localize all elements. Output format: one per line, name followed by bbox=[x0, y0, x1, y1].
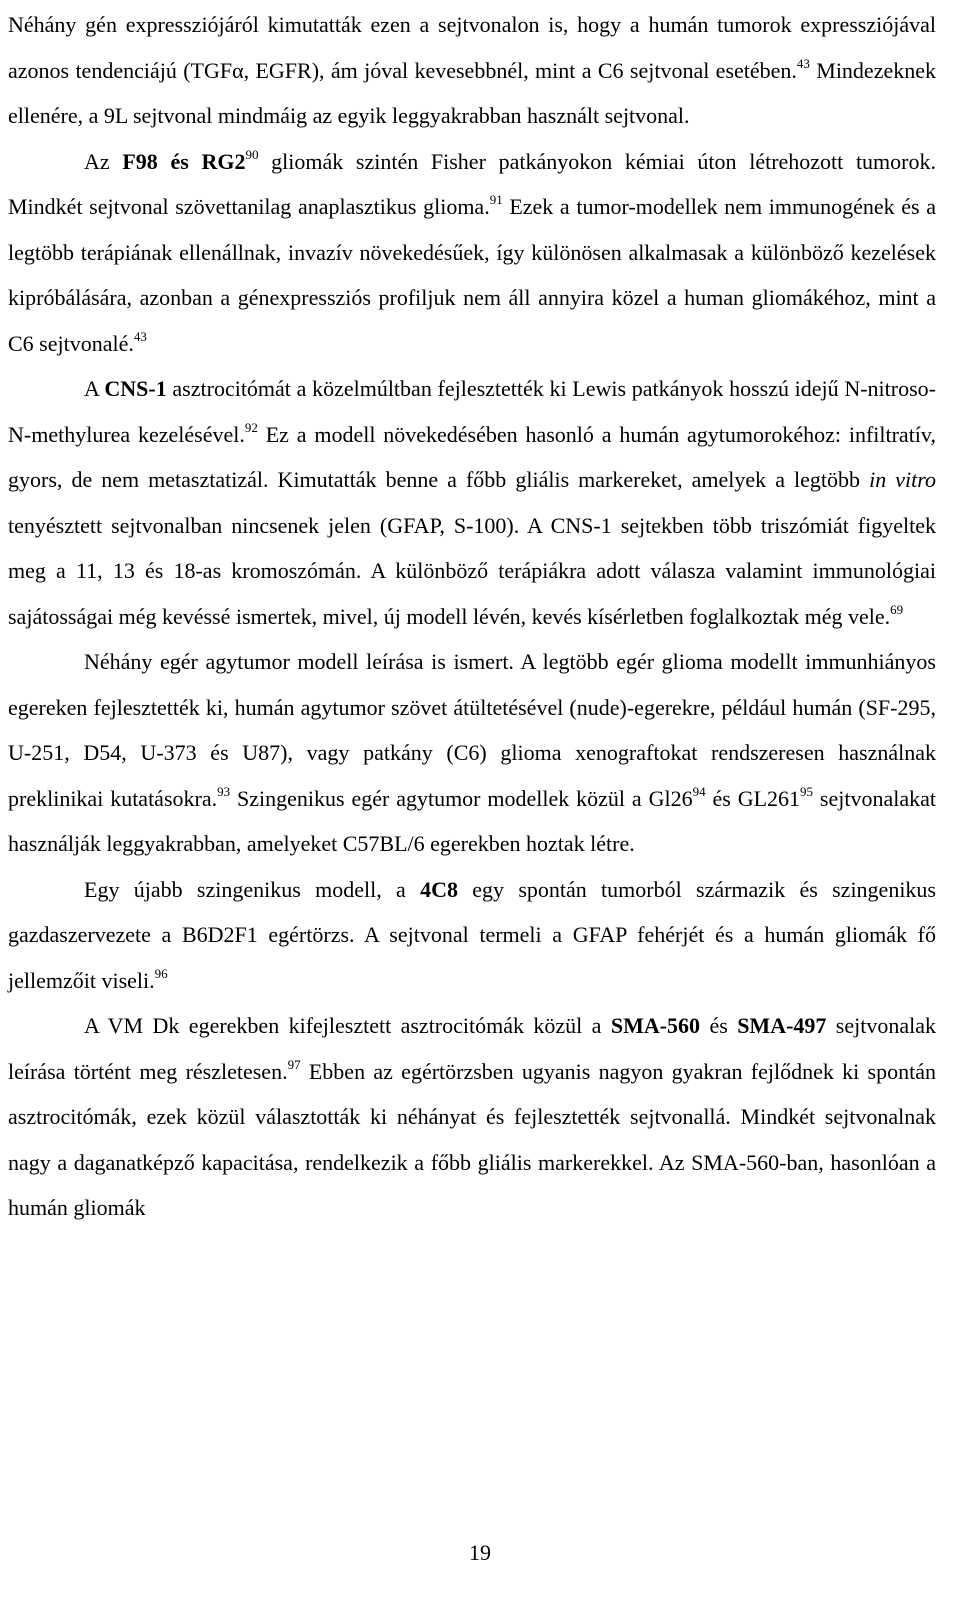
text-run: Mindezeknek ellenére, a 9L sejtvonal mindmáig az egyik leggyakrabban használt sejtvonal. bbox=[8, 57, 936, 128]
text-run: tenyésztett sejtvonalban nincsenek jelen (GFAP, S-100). A CNS-1 sejtekben több triszómiát figyeltek meg a 11, 13 és 18-as kromoszómán. A különböző terápiákra adott válasza valamint immunológiai sajátosságai még kevéssé ismertek, mivel, új modell lévén, kevés kísérletben foglalkoztak még vele. bbox=[8, 512, 936, 629]
text-run: Egy újabb szingenikus modell, a bbox=[84, 876, 421, 902]
footnote-ref: 96 bbox=[154, 965, 168, 981]
paragraph-p1 bbox=[8, 2, 936, 139]
text-run: egy spontán tumorból származik és szingenikus gazdaszervezete a B6D2F1 egértörzs. A sejtvonal termeli a GFAP fehérjét és a humán gliomák fő jellemzőit viseli. bbox=[8, 876, 936, 993]
text-run: Ezek a tumor-modellek nem immunogének és a legtöbb terápiának ellenállnak, invazív növekedésűek, így különösen alkalmasak a különböző kezelések kipróbálására, azonban a génexpressziós profiljuk nem áll annyira közel a human gliomákéhoz, mint a C6 sejtvonalé. bbox=[8, 194, 936, 356]
text-run: A bbox=[84, 376, 105, 401]
text-run: A VM Dk egerekben kifejlesztett asztrocitómák közül a bbox=[84, 1013, 611, 1038]
paragraph-p5 bbox=[8, 867, 936, 1004]
page-number: 19 bbox=[469, 1540, 491, 1565]
text-run: és bbox=[700, 1013, 738, 1038]
text-run: sejtvonalakat használják leggyakrabban, amelyeket C57BL/6 egerekben hoztak létre. bbox=[8, 785, 936, 856]
paragraph-p6 bbox=[8, 1003, 936, 1231]
body-text bbox=[8, 2, 936, 1231]
footnote-ref: 92 bbox=[244, 419, 258, 435]
bold-term: F98 és RG2 bbox=[122, 148, 246, 174]
footnote-ref: 91 bbox=[489, 192, 503, 207]
italic-term: in vitro bbox=[869, 467, 936, 492]
text-run: és GL261 bbox=[705, 785, 801, 811]
text-run: Néhány gén expressziójáról kimutatták ezen a sejtvonalon is, hogy a humán tumorok expressziójával azonos tendenciájú (TGFα, EGFR), ám jóval kevesebbnél, mint a C6 sejtvonal esetében. bbox=[8, 12, 936, 83]
text-run: Néhány egér agytumor modell leírása is ismert. A legtöbb egér glioma modellt immunhiányos egereken fejlesztették ki, humán agytumor szövet átültetésével (nude)-egerekre, például humán (SF-295, U-251, D54, U-373 és U87), vagy patkány (C6) glioma xenograftokat rendszeresen használnak preklinikai kutatásokra. bbox=[8, 649, 936, 811]
footnote-ref: 90 bbox=[245, 146, 259, 162]
text-run: gliomák szintén Fisher patkányokon kémiai úton létrehozott tumorok. Mindkét sejtvonal szövettanilag anaplasztikus glioma. bbox=[8, 148, 936, 219]
paragraph-p2 bbox=[8, 139, 936, 367]
text-run: Ebben az egértörzsben ugyanis nagyon gyakran fejlődnek ki spontán asztrocitómák, ezek közül választották ki néhányat és fejlesztették sejtvonallá. Mindkét sejtvonalnak nagy a daganatképző kapacitása, rendelkezik a főbb gliális markerekkel. Az SMA-560-ban, hasonlóan a humán gliomák bbox=[8, 1058, 936, 1220]
footnote-ref: 93 bbox=[217, 783, 231, 799]
paragraph-p4 bbox=[8, 639, 936, 867]
footnote-ref: 97 bbox=[287, 1056, 301, 1072]
text-run: Az bbox=[84, 148, 123, 174]
text-run: Ez a modell növekedésében hasonló a humán agytumorokéhoz: infiltratív, gyors, de nem metasztatizál. Kimutatták benne a főbb gliális markereket, amelyek a legtöbb bbox=[8, 421, 936, 492]
bold-term: SMA-497 bbox=[737, 1013, 827, 1038]
footnote-ref: 69 bbox=[890, 601, 904, 617]
paragraph-p3 bbox=[8, 366, 936, 639]
footnote-ref: 43 bbox=[796, 55, 810, 71]
bold-term: SMA-560 bbox=[610, 1013, 701, 1038]
bold-term: 4C8 bbox=[420, 876, 458, 902]
footnote-ref: 43 bbox=[133, 328, 147, 344]
footnote-ref: 95 bbox=[800, 783, 814, 799]
bold-term: CNS-1 bbox=[104, 376, 167, 401]
footnote-ref: 94 bbox=[692, 783, 706, 799]
text-run: sejtvonalak leírása történt meg részletesen. bbox=[8, 1013, 936, 1084]
text-run: Szingenikus egér agytumor modellek közül a Gl26 bbox=[230, 785, 693, 811]
text-run: asztrocitómát a közelmúltban fejlesztették ki Lewis patkányok hosszú idejű N-nitroso-N-methylurea kezelésével. bbox=[8, 376, 936, 447]
